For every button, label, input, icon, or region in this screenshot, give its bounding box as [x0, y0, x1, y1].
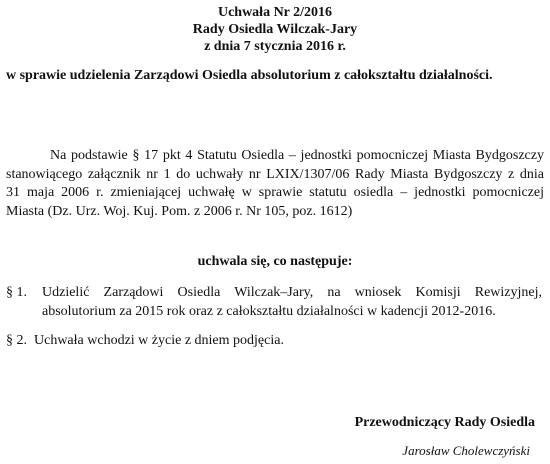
resolves-heading: uchwala się, co następuje: [197, 254, 353, 269]
preamble-line: Na podstawie § 17 pkt 4 Statutu Osiedla – jednostki pomocniczej Miasta Bydgoszczy [50, 148, 544, 163]
signatory-name: Jarosław Cholewczyński [402, 443, 530, 458]
resolution-subject: w sprawie udzielenia Zarządowi Osiedla absolutorium z całokształtu działalności. [6, 68, 493, 83]
preamble-line: Miasta (Dz. Urz. Woj. Kuj. Pom. z 2006 r. Nr 105, poz. 1612) [6, 203, 353, 219]
preamble-paragraph [6, 147, 544, 221]
preamble-line: stanowiącego załącznik nr 1 do uchwały nr LXIX/1307/06 Rady Miasta Bydgoszczy z dnia [6, 166, 544, 182]
resolution-number: Uchwała Nr 2/2016 [217, 5, 333, 20]
preamble-line: 31 maja 2006 r. zmieniającej uchwałę w sprawie statutu osiedla – jednostki pomocniczej [6, 185, 544, 200]
section-1-line: Udzielić Zarządowi Osiedla Wilczak–Jary, na wniosek Komisji Rewizyjnej, [42, 285, 542, 300]
section-2-body: Uchwała wchodzi w życie z dniem podjęcia. [34, 333, 284, 348]
section-1-marker: § 1. [6, 285, 27, 300]
section-1-body [42, 283, 542, 321]
section-2-marker: § 2. [6, 333, 27, 348]
council-name: Rady Osiedla Wilczak-Jary [192, 22, 358, 37]
signatory-title: Przewodniczący Rady Osiedla [354, 415, 535, 430]
resolution-date: z dnia 7 stycznia 2016 r. [204, 39, 346, 54]
section-1-line: absolutorium za 2015 rok oraz z całokształtu działalności w kadencji 2012-2016. [42, 304, 496, 319]
